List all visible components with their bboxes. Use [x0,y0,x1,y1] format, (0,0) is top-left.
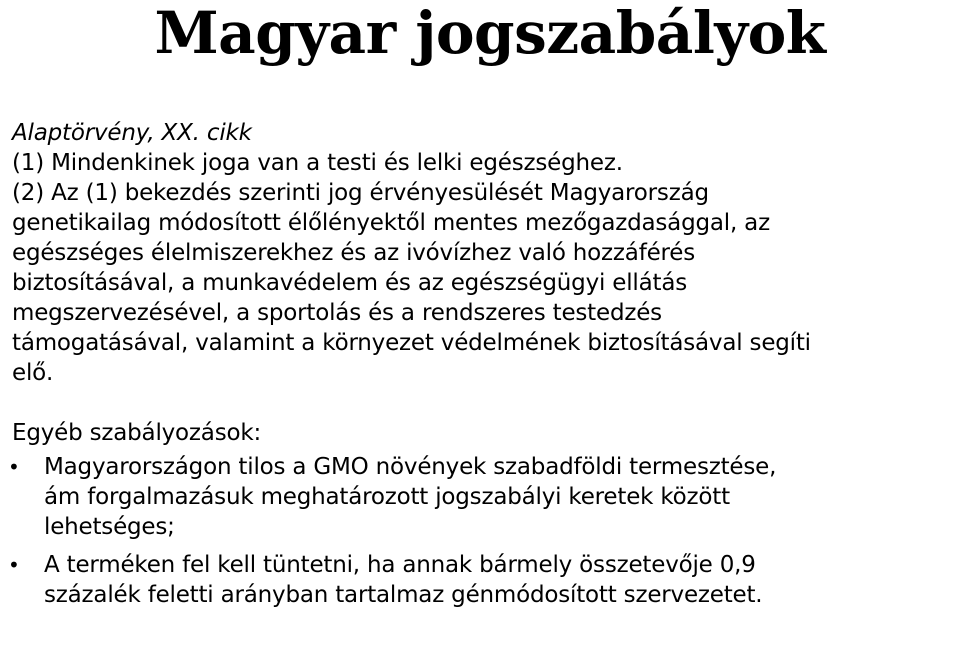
slide-body [8,118,958,618]
bullet-icon: • [8,455,20,479]
paragraph-2-line: elő. [12,360,54,386]
list-item-line: A terméken fel kell tüntetni, ha annak bármely összetevője 0,9 [44,552,756,578]
article-citation: Alaptörvény, XX. cikk [12,120,252,146]
spacer [12,388,958,418]
list-item-line: lehetséges; [44,514,175,540]
page-title: Magyar jogszabályok [154,0,826,67]
list-item-line: ám forgalmazásuk meghatározott jogszabályi keretek között [44,484,730,510]
list-item-line: százalék feletti arányban tartalmaz génmódosított szervezetet. [44,582,763,608]
paragraph-2-line: egészséges élelmiszerekhez és az ivóvízhez való hozzáférés [12,240,696,266]
paragraph-2-line: (2) Az (1) bekezdés szerinti jog érvényesülését Magyarország [12,180,709,206]
article-paragraph-2 [12,178,958,388]
regulations-list [8,452,958,610]
bullet-icon: • [8,553,20,577]
other-regulations-heading: Egyéb szabályozások: [12,420,262,446]
paragraph-2-line: támogatásával, valamint a környezet védelmének biztosításával segíti [12,330,811,356]
paragraph-2-line: biztosításával, a munkavédelem és az egészségügyi ellátás [12,270,687,296]
list-item [8,452,958,542]
list-item-line: Magyarországon tilos a GMO növények szabadföldi termesztése, [44,454,777,480]
paragraph-2-line: megszervezésével, a sportolás és a rendszeres testedzés [12,300,662,326]
paragraph-2-line: genetikailag módosított élőlényektől mentes mezőgazdasággal, az [12,210,770,236]
list-item [8,550,958,610]
article-paragraph-1: (1) Mindenkinek joga van a testi és lelki egészséghez. [12,150,623,176]
